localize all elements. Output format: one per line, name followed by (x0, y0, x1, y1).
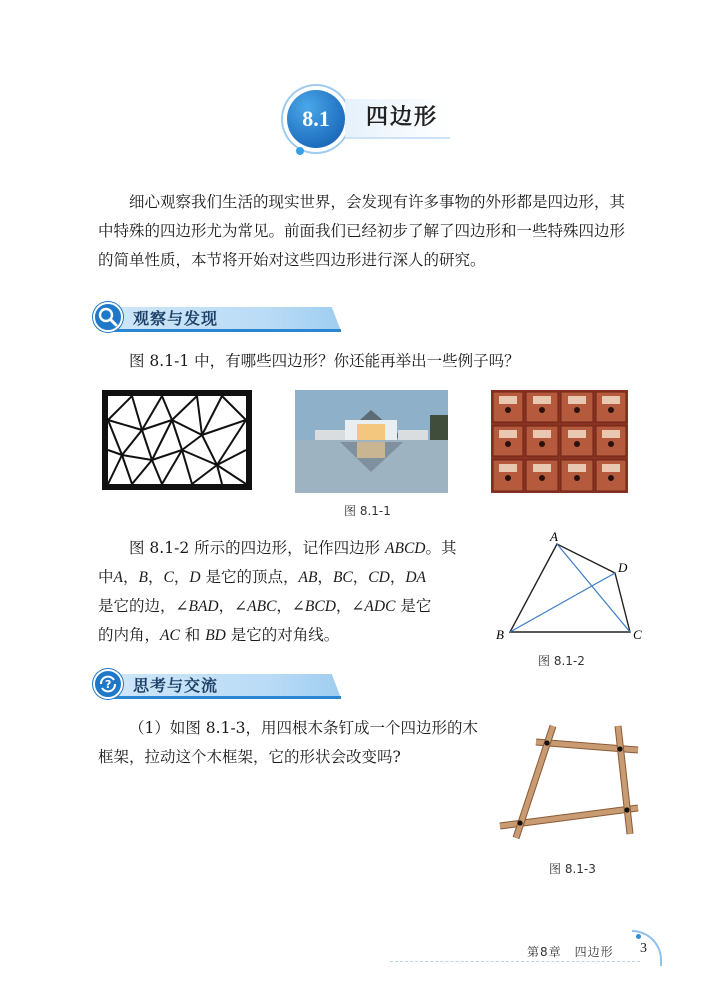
figure-8-1-1-caption: 图 8.1-1 (344, 504, 391, 518)
figure-8-1-2-caption: 图 8.1-2 (538, 654, 585, 668)
definition-text: ， (317, 568, 333, 586)
definition-text: 是它 (395, 597, 432, 615)
side-name: CD (368, 569, 390, 586)
definition-text: 是它的对角线。 (225, 626, 340, 644)
definition-text: ，∠ (218, 597, 248, 615)
quadrilateral-outline (510, 544, 630, 632)
vertex-name: D (189, 569, 201, 586)
intro-line: 细心观察我们生活的现实世界，会发现有许多事物的外形都是四边形，其 (129, 193, 626, 211)
section-number: 8.1 (302, 106, 330, 131)
angle-name: BCD (304, 598, 336, 615)
vertex-label-b: B (496, 627, 504, 642)
intro-line: 中特殊的四边形尤为常见。前面我们已经初步了解了四边形和一些特殊四边形 (98, 222, 626, 240)
wooden-frame-figure (498, 722, 643, 842)
observe-title: 观察与发现 (133, 309, 219, 328)
vertex-name: B (138, 569, 148, 586)
footer-chapter: 第8章 四边形 (527, 945, 614, 959)
definition-text: ， (389, 568, 406, 586)
definition-line-2 (98, 563, 457, 592)
diagonal-name: BD (205, 627, 226, 644)
vertex-label-d: D (618, 560, 628, 575)
intro-line: 的简单性质，本节将开始对这些四边形进行深人的研究。 (98, 251, 486, 269)
svg-text:?: ? (105, 678, 112, 691)
definition-text: 。其 (425, 539, 457, 557)
definition-text: ， (352, 568, 369, 586)
think-question (129, 714, 478, 743)
side-name: DA (405, 569, 426, 586)
definition-line-3 (98, 592, 457, 621)
definition-text: ， (122, 568, 139, 586)
observe-question (129, 347, 520, 376)
footer-decor-dot (636, 934, 641, 939)
vertex-label-a: A (550, 530, 558, 544)
definition-text: 图 8.1-2 所示的四边形，记作四边形 (129, 539, 386, 557)
vertex-name: C (163, 569, 174, 586)
definition-text: 是它的顶点， (200, 568, 299, 586)
quadrilateral-abcd-figure (490, 530, 650, 645)
banner-underline (109, 329, 341, 332)
think-title: 思考与交流 (133, 676, 219, 695)
lattice-window-image (102, 390, 252, 490)
observe-question-text: 图 8.1-1 中，有哪些四边形？你还能再举出一些例子吗？ (129, 352, 520, 370)
footer-divider (390, 961, 640, 962)
definition-text: 中 (98, 568, 114, 586)
definition-line-1 (98, 534, 457, 563)
angle-name: BAD (188, 598, 219, 615)
figure-8-1-3-caption: 图 8.1-3 (549, 862, 596, 876)
section-decor-dot (296, 147, 304, 155)
observe-banner (93, 305, 353, 331)
nail-dot (517, 820, 522, 825)
definition-line-4 (98, 621, 457, 650)
definition-text: ， (147, 568, 164, 586)
nail-dot (624, 807, 629, 812)
vertex-label-c: C (633, 627, 642, 642)
drawer-cabinet-photo (491, 390, 628, 493)
intro-paragraph (98, 188, 625, 275)
section-title: 四边形 (366, 105, 439, 130)
magnifier-icon (93, 302, 123, 332)
side-name: AB (298, 569, 318, 586)
quadrilateral-name: ABCD (385, 540, 426, 557)
question-cycle-icon (93, 669, 123, 699)
think-banner (93, 672, 353, 698)
definition-text: 的内角， (98, 626, 161, 644)
definition-text: 是它的边，∠ (98, 597, 189, 615)
diagonal-name: AC (160, 627, 180, 644)
angle-name: ADC (364, 598, 396, 615)
banner-underline (109, 696, 341, 699)
definition-text: ， (173, 568, 190, 586)
angle-name: ABC (247, 598, 277, 615)
side-name: BC (332, 569, 353, 586)
nail-dot (617, 746, 622, 751)
think-line-2: 框架，拉动这个木框架，它的形状会改变吗? (98, 748, 401, 766)
definition-text: ，∠ (335, 597, 365, 615)
think-line-1: （1）如图 8.1-3，用四根木条钉成一个四边形的木 (129, 719, 479, 737)
vertex-name: A (113, 569, 123, 586)
definition-text: 和 (179, 626, 206, 644)
think-question-cont (98, 743, 401, 772)
museum-photo (295, 390, 448, 493)
definition-paragraph (98, 534, 457, 650)
definition-text: ，∠ (276, 597, 305, 615)
page-number: 3 (640, 941, 647, 956)
nail-dot (544, 740, 549, 745)
